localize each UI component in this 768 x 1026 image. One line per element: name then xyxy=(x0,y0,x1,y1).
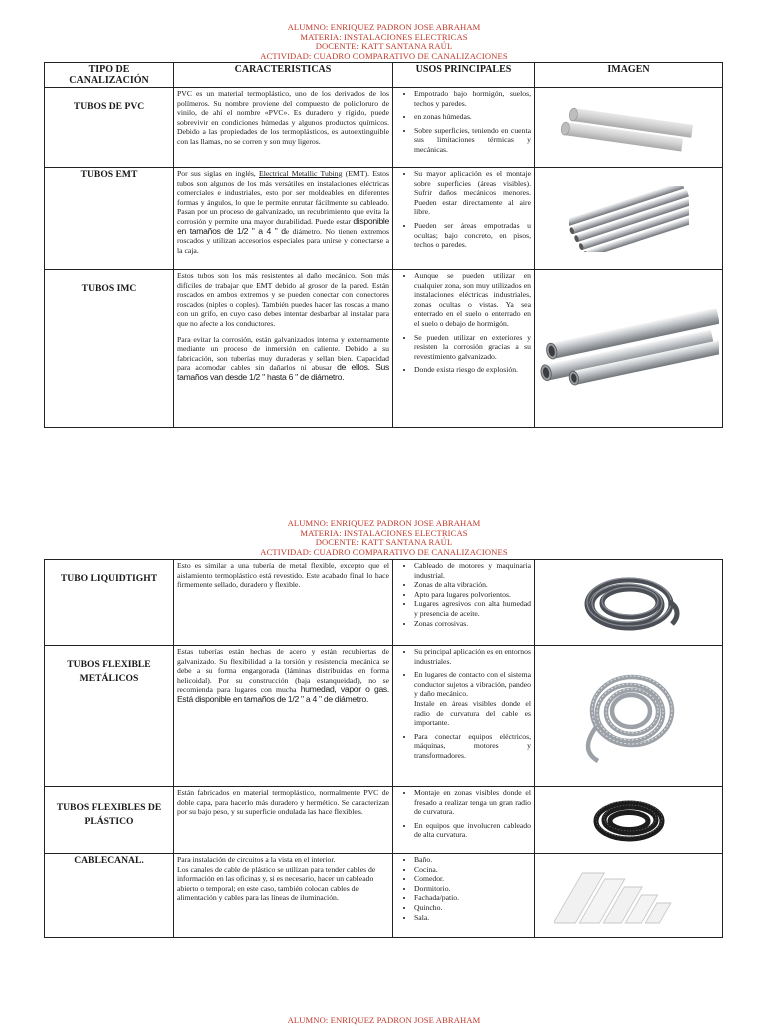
header-alumno: ALUMNO: ENRIQUEZ PADRON JOSE ABRAHAM xyxy=(287,1015,481,1025)
row-type xyxy=(45,646,174,787)
paragraph: Los canales de cable de plástico se utilizan para tender cables de información en las oficinas y, si es necesario, hacer un cableado abierto o temporal; en este caso, también colocan cables de alimentación y cables para las líneas de iluminación. xyxy=(177,864,376,903)
list-item: • Baño. xyxy=(414,855,531,865)
list-item: • Sala. xyxy=(414,913,531,923)
list-item: • Donde exista riesgo de explosión. xyxy=(414,365,531,375)
row-uses xyxy=(393,88,535,168)
table-row xyxy=(45,787,723,854)
pvc-pipes-image xyxy=(554,98,704,158)
cablecanal-image xyxy=(554,863,704,929)
row-image xyxy=(535,168,723,270)
row-uses xyxy=(393,560,535,646)
list-item: • Comedor. xyxy=(414,874,531,884)
table-row xyxy=(45,646,723,787)
list-item: • Zonas corrosivas. xyxy=(414,619,531,629)
list-item: • Fachada/patio. xyxy=(414,893,531,903)
row-characteristics: PVC es un material termoplástico, uno de los derivados de los polímeros. Su nombre proviene del compuesto de policloruro de vinilo, de ahí el nombre «PVC». Es duradero y rígido, puede sobrevivir en condiciones húmedas y algunos productos químicos. Debido a las propiedades de los termoplásticos, es autoextinguible con las llamas, no se corren y son muy ligeros. xyxy=(174,88,393,168)
plastic-corrugated-coil-image xyxy=(589,793,669,847)
header-tipo: TIPO DE CANALIZACIÓN xyxy=(45,63,174,88)
list-item: • Empotrado bajo hormigón, suelos, techos y paredes. xyxy=(414,89,531,108)
text-segment: e diámetro. No tienen extremos roscados y utilizan accesorios especiales para unirse y conectarse a la caja. xyxy=(177,226,389,255)
row-type xyxy=(45,270,174,428)
header-caracteristicas: CARACTERISTICAS xyxy=(174,63,393,88)
emt-tubes-image xyxy=(569,186,689,252)
header-docente: DOCENTE: KATT SANTANA RAÚL xyxy=(315,537,453,548)
row-image xyxy=(535,270,723,428)
comparison-table-2 xyxy=(44,559,723,938)
comparison-table-1 xyxy=(44,62,723,428)
row-characteristics: Están fabricados en material termoplástico, normalmente PVC de doble capa, para hacerlo más duradero y hermético. Se caracterizan por su bajo peso, y su superficie ondulada las hace flexibles. xyxy=(174,787,393,854)
header-alumno: ALUMNO: ENRIQUEZ PADRON JOSE ABRAHAM xyxy=(287,518,481,528)
row-type-label: TUBOS EMT xyxy=(80,169,138,180)
paragraph xyxy=(177,335,389,383)
text-segment: disponible en tamaños de 1/2 " a 4 " d xyxy=(177,215,390,236)
row-uses xyxy=(393,646,535,787)
flexible-metal-coil-image xyxy=(574,661,684,771)
row-type xyxy=(45,560,174,646)
list-item: • Quincho. xyxy=(414,903,531,913)
row-characteristics: Esto es similar a una tubería de metal flexible, excepto que el aislamiento termoplástico está revestido. Este acabado final lo hace firmemente sellado, duradero y flexible. xyxy=(174,560,393,646)
row-type-label: TUBOS FLEXIBLES DE PLÁSTICO xyxy=(56,802,162,827)
list-item: • Dormitorio. xyxy=(414,884,531,894)
table-row xyxy=(45,88,723,168)
header-materia: MATERIA: INSTALACIONES ELECTRICAS xyxy=(300,527,468,538)
emt-term-link[interactable]: Electrical Metallic Tubing xyxy=(259,169,343,178)
list-item: • Sobre superficies, teniendo en cuenta sus limitaciones térmicas y mecánicas. xyxy=(414,126,531,155)
row-uses xyxy=(393,270,535,428)
row-type-label: CABLECANAL. xyxy=(74,855,144,866)
text-segment: Para evitar la corrosión, están galvanizados interna y externamente mediante un proceso de inmersión en caliente. Debido a su fabricación, son tuberías muy duraderas y sellan bien. Capacidad para acomodar cables sin dañarlos ni abusar xyxy=(177,334,389,373)
list-item: • Cableado de motores y maquinaria industrial. xyxy=(414,561,531,580)
row-image xyxy=(535,646,723,787)
header-materia: MATERIA: INSTALACIONES ELECTRICAS xyxy=(300,31,468,42)
list-item: • Cocina. xyxy=(414,865,531,875)
list-item: • Pueden ser áreas empotradas u ocultas; bajo concreto, en pisos, techos o paredes. xyxy=(414,221,531,250)
list-item: • Montaje en zonas visibles donde el fresado a realizar tenga un gran radio de curvatura. xyxy=(414,788,531,817)
row-type-label: TUBOS FLEXIBLE METÁLICOS xyxy=(67,659,151,684)
list-item-continuation: Instale en áreas visibles donde el radio de curvatura del cable es importante. xyxy=(414,698,531,728)
row-type xyxy=(45,88,174,168)
header-alumno: ALUMNO: ENRIQUEZ PADRON JOSE ABRAHAM xyxy=(287,22,481,32)
table-row xyxy=(45,560,723,646)
imc-tubes-image xyxy=(539,309,719,389)
paragraph: Estos tubos son los más resistentes al daño mecánico. Son más difíciles de trabajar que EMT debido al grosor de la pared. Están roscados en ambos extremos y se pueden conectar con conectores roscados (niples o coples). También puedes hacer las roscas a mano con un grifo, en cuyo caso debes intentar desbarbar al instalar para que no afecte a los conductores. xyxy=(177,271,389,328)
text-segment: (EMT). Estos tubos son algunos de los más versátiles en instalaciones eléctricas comerciales e industriales, esto por ser moldeables en diferentes formas y ángulos, lo que le permite enrutar fácilmente su cableado. Pasan por un proceso de galvanizado, un recubrimiento que evita la corrosión y permite una mayor durabilidad. Puede estar xyxy=(177,169,390,226)
header-actividad: ACTIVIDAD: CUADRO COMPARATIVO DE CANALIZACIONES xyxy=(260,546,508,557)
row-characteristics xyxy=(174,646,393,787)
list-item: • En equipos que involucren cableado de alta curvatura. xyxy=(414,821,531,840)
list-item: • Se pueden utilizar en exteriores y resisten la corrosión gracias a su revestimiento galvanizado. xyxy=(414,333,531,362)
text-segment: de ellos. Sus tamaños van desde 1/2 " hasta 6 " de diámetro. xyxy=(177,362,389,382)
list-item: • Aunque se pueden utilizar en cualquier zona, son muy utilizados en instalaciones eléctricas industriales, zonas ocultas o vistas. Ya sea enterrado en el suelo o enterrado en el suelo o debajo de hormigón. xyxy=(414,271,531,329)
row-type-label: TUBO LIQUIDTIGHT xyxy=(60,573,158,584)
row-uses xyxy=(393,168,535,270)
row-uses xyxy=(393,787,535,854)
row-characteristics xyxy=(174,270,393,428)
table-row xyxy=(45,168,723,270)
row-characteristics xyxy=(174,168,393,270)
header-usos: USOS PRINCIPALES xyxy=(393,63,535,88)
table-row xyxy=(45,270,723,428)
list-item: • Para conectar equipos eléctricos, máquinas, motores y transformadores. xyxy=(414,732,531,761)
text-segment: Estas tuberías están hechas de acero y están recubiertas de galvanizado. Su flexibilidad a la torsión y resistencia mecánica se debe a su forma engargorada (láminas distribuidas en forma helicoidal). Por su construcción (baja estanqueidad), no se recomienda para lugares con mucha xyxy=(177,647,389,695)
row-image xyxy=(535,88,723,168)
header-docente: DOCENTE: KATT SANTANA RAÚL xyxy=(315,41,453,52)
list-item: • Su principal aplicación es en entornos industriales. xyxy=(414,647,531,666)
text-segment: Por sus siglas en inglés, xyxy=(177,169,256,178)
header-imagen: IMAGEN xyxy=(535,63,723,88)
list-item: • Apto para lugares polvorientos. xyxy=(414,590,531,600)
page-header-2 xyxy=(0,519,768,557)
row-uses xyxy=(393,854,535,938)
row-type-label: TUBOS IMC xyxy=(81,283,137,294)
table-header-row xyxy=(45,63,723,88)
table-row xyxy=(45,854,723,938)
page-header-3 xyxy=(0,1016,768,1026)
page-header-1 xyxy=(0,23,768,61)
row-image xyxy=(535,787,723,854)
list-item: • Su mayor aplicación es el montaje sobre superficies (áreas visibles). Sufrir daños mecánicos menores. Pueden estar directamente al aire libre. xyxy=(414,169,531,217)
row-image xyxy=(535,854,723,938)
text-segment: humedad, vapor o gas. Está disponible en tamaños de 1/2 " a 4 " de diámetro. xyxy=(177,684,390,704)
row-type xyxy=(45,787,174,854)
row-type xyxy=(45,854,174,938)
row-characteristics xyxy=(174,854,393,938)
list-item: • Lugares agresivos con alta humedad y presencia de aceite. xyxy=(414,599,531,618)
list-item: • Zonas de alta vibración. xyxy=(414,580,531,590)
row-type-label: TUBOS DE PVC xyxy=(73,101,145,112)
row-type xyxy=(45,168,174,270)
header-actividad: ACTIVIDAD: CUADRO COMPARATIVO DE CANALIZACIONES xyxy=(260,50,508,61)
liquidtight-coil-image xyxy=(574,568,684,638)
list-item: • En lugares de contacto con el sistema conductor sujetos a vibración, pandeo y daño mecánico. xyxy=(414,670,531,699)
row-image xyxy=(535,560,723,646)
paragraph: Para instalación de circuitos a la vista en el interior. xyxy=(177,855,336,864)
list-item: • en zonas húmedas. xyxy=(414,112,531,122)
